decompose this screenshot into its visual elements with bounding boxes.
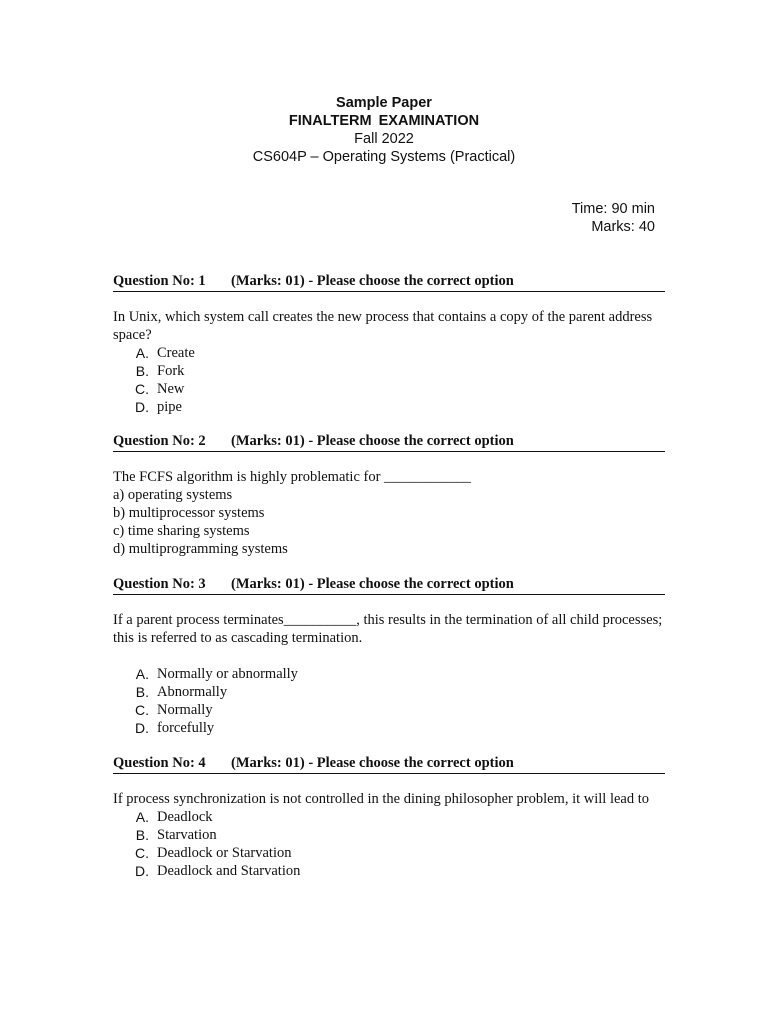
option-letter: A. — [135, 345, 149, 361]
question-text: The FCFS algorithm is highly problematic for ____________ — [113, 469, 472, 485]
question-2 — [113, 432, 665, 558]
option-letter: A. — [135, 666, 149, 682]
question-text: If a parent process terminates__________, this results in the termination of all child processes; this is referred to as cascading termination. — [113, 612, 663, 646]
option-list — [113, 665, 665, 737]
exam-term: Fall 2022 — [354, 131, 414, 147]
option-letter: C. — [135, 702, 149, 718]
question-4 — [113, 754, 665, 880]
question-text: In Unix, which system call creates the new process that contains a copy of the parent address space? — [113, 309, 653, 343]
option-item — [113, 719, 665, 737]
question-number: Question No: 3 — [113, 576, 206, 592]
question-1 — [113, 272, 665, 416]
question-number: Question No: 2 — [113, 433, 206, 449]
option-text: Create — [157, 345, 195, 361]
option-text: Starvation — [157, 827, 217, 843]
exam-meta — [572, 200, 655, 236]
option-item: b) multiprocessor systems — [113, 505, 265, 521]
option-letter: A. — [135, 809, 149, 825]
exam-time: Time: 90 min — [571, 201, 655, 217]
option-text: Deadlock and Starvation — [157, 863, 301, 879]
option-item — [113, 844, 665, 862]
option-text: Fork — [157, 363, 185, 379]
option-item — [113, 808, 665, 826]
question-header — [113, 754, 665, 774]
option-letter: B. — [135, 363, 149, 379]
option-letter: C. — [135, 381, 149, 397]
option-item — [113, 826, 665, 844]
option-item: d) multiprogramming systems — [113, 541, 288, 557]
option-list — [113, 486, 665, 558]
option-item: c) time sharing systems — [113, 523, 250, 539]
option-item — [113, 665, 665, 683]
question-header — [113, 432, 665, 452]
option-item — [113, 862, 665, 880]
option-letter: B. — [135, 827, 149, 843]
option-item — [113, 683, 665, 701]
option-letter: D. — [135, 720, 149, 736]
question-instruction: (Marks: 01) - Please choose the correct option — [231, 576, 514, 592]
paper-type: Sample Paper — [336, 95, 432, 111]
course-title: CS604P – Operating Systems (Practical) — [252, 149, 516, 165]
option-text: Deadlock or Starvation — [157, 845, 292, 861]
exam-marks: Marks: 40 — [591, 219, 655, 235]
option-letter: B. — [135, 684, 149, 700]
option-item — [113, 398, 665, 416]
option-text: pipe — [157, 399, 182, 415]
option-item — [113, 362, 665, 380]
question-instruction: (Marks: 01) - Please choose the correct option — [231, 433, 514, 449]
question-header — [113, 272, 665, 292]
question-instruction: (Marks: 01) - Please choose the correct option — [231, 755, 514, 771]
question-3 — [113, 575, 665, 737]
option-text: forcefully — [157, 720, 215, 736]
option-text: Normally — [157, 702, 213, 718]
question-number: Question No: 1 — [113, 273, 206, 289]
option-text: New — [157, 381, 185, 397]
option-letter: D. — [135, 863, 149, 879]
question-header — [113, 575, 665, 595]
option-item — [113, 380, 665, 398]
option-item: a) operating systems — [113, 487, 233, 503]
option-list — [113, 808, 665, 880]
exam-header — [0, 94, 768, 166]
question-instruction: (Marks: 01) - Please choose the correct option — [231, 273, 514, 289]
option-item — [113, 344, 665, 362]
option-text: Normally or abnormally — [157, 666, 298, 682]
option-text: Abnormally — [157, 684, 228, 700]
option-letter: D. — [135, 399, 149, 415]
option-list — [113, 344, 665, 416]
option-item — [113, 701, 665, 719]
exam-title: FINALTERM EXAMINATION — [288, 113, 480, 129]
question-number: Question No: 4 — [113, 755, 206, 771]
question-text: If process synchronization is not controlled in the dining philosopher problem, it will lead to — [113, 791, 649, 807]
option-text: Deadlock — [157, 809, 213, 825]
option-letter: C. — [135, 845, 149, 861]
